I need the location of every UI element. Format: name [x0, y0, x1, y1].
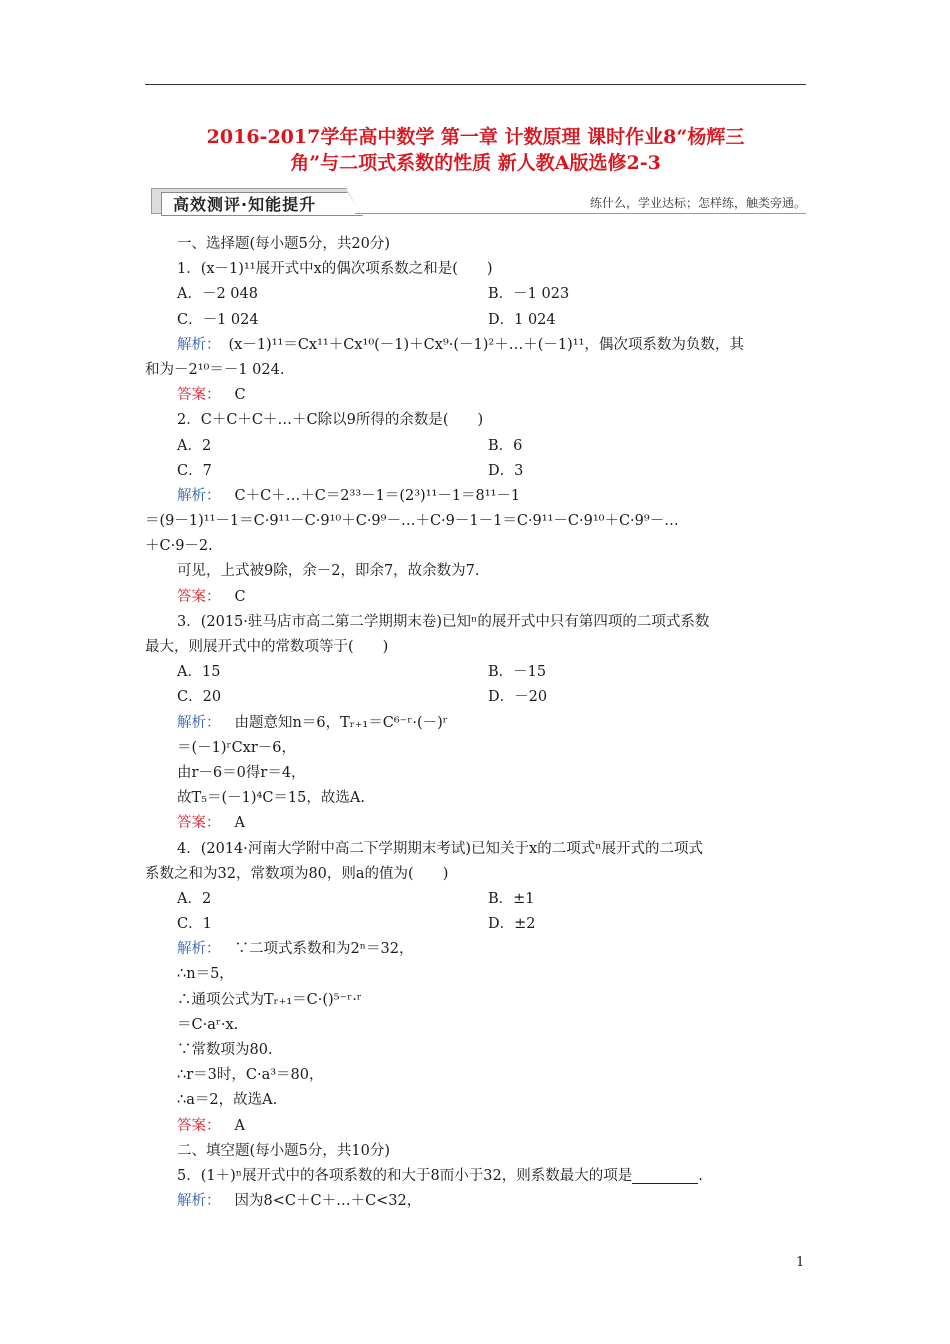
options-row — [145, 660, 806, 685]
solution-line: 可见，上式被9除，余－2，即余7，故余数为7. — [177, 563, 480, 580]
solution-label: 解析： — [177, 1193, 221, 1210]
option-b: B．±1 — [488, 890, 535, 907]
option-a: A．15 — [177, 664, 221, 681]
answer-value: C — [234, 588, 246, 605]
solution-line: 解析： 因为8<C＋C＋…＋C<32， — [177, 1193, 422, 1210]
answer-label: 答案： — [177, 1117, 221, 1134]
question-3: 3．(2015·驻马店市高二第二学期期末卷)已知ⁿ的展开式中只有第四项的二项式系数 — [177, 613, 710, 630]
question-4: 4．(2014·河南大学附中高二下学期期末考试)已知关于x的二项式ⁿ展开式的二项式 — [177, 840, 703, 857]
solution-line: ＋C·9－2. — [145, 538, 213, 555]
option-b: B．－15 — [488, 664, 547, 681]
solution-label: 解析： — [177, 487, 221, 504]
top-rule — [145, 84, 806, 85]
option-d: D．3 — [488, 462, 524, 479]
banner-motto: 练什么，学业达标；怎样练，触类旁通。 — [589, 196, 806, 210]
options-row — [145, 685, 806, 710]
answer-value: C — [234, 387, 246, 404]
solution-line: 解析： C＋C＋…＋C＝2³³－1＝(2³)¹¹－1＝8¹¹－1 — [177, 487, 521, 504]
solution-line: ∴a＝2，故选A. — [177, 1092, 278, 1109]
solution-line: ∴r＝3时，C·a³＝80， — [177, 1067, 324, 1084]
option-d: D．±2 — [488, 916, 536, 933]
solution-line: ＝(－1)ʳCxr－6， — [177, 739, 297, 756]
option-c: C．－1 024 — [177, 311, 259, 328]
title-line-1: 2016-2017学年高中数学 第一章 计数原理 课时作业8“杨辉三 — [206, 126, 745, 148]
solution-line: 解析： (x－1)¹¹＝Cx¹¹＋Cx¹⁰(－1)＋Cx⁹·(－1)²＋…＋(－1)¹¹，偶次项系数为负数，其 — [177, 336, 744, 353]
answer-value: A — [234, 815, 245, 832]
option-c: C．20 — [177, 689, 222, 706]
title-line-2: 角”与二项式系数的性质 新人教A版选修2-3 — [290, 152, 661, 174]
solution-label: 解析： — [177, 336, 221, 353]
solution-line: ∴通项公式为Tᵣ₊₁＝C·()⁵⁻ʳ·ʳ — [177, 991, 362, 1008]
answer-label: 答案： — [177, 387, 221, 404]
option-c: C．7 — [177, 462, 212, 479]
option-a: A．－2 048 — [177, 286, 258, 303]
solution-line: 故T₅＝(－1)⁴C＝15，故选A. — [177, 790, 365, 807]
solution-line: 解析： 由题意知n＝6，Tᵣ₊₁＝C⁶⁻ʳ·(－)ʳ — [177, 714, 448, 731]
answer-blank — [632, 1167, 698, 1184]
exercise-content — [145, 232, 806, 1214]
options-row — [145, 434, 806, 459]
solution-label: 解析： — [177, 941, 221, 958]
option-a: A．2 — [177, 437, 212, 454]
question-3-cont: 最大，则展开式中的常数项等于( ) — [145, 639, 389, 655]
solution-line: 解析： ∵二项式系数和为2ⁿ＝32， — [177, 941, 414, 958]
options-row — [145, 459, 806, 484]
solution-line: ∴n＝5， — [177, 966, 234, 983]
question-5: 5．(1＋)ⁿ展开式中的各项系数的和大于8而小于32，则系数最大的项是 . — [177, 1167, 703, 1184]
question-1: 1．(x－1)¹¹展开式中x的偶次项系数之和是( ) — [177, 261, 493, 278]
document-title — [145, 124, 806, 176]
option-b: B．－1 023 — [488, 286, 570, 303]
answer-line — [145, 383, 806, 408]
option-c: C．1 — [177, 916, 212, 933]
question-4-cont: 系数之和为32，常数项为80，则a的值为( ) — [145, 865, 449, 882]
question-2: 2．C＋C＋C＋…＋C除以9所得的余数是( ) — [177, 412, 484, 429]
option-b: B．6 — [488, 437, 523, 454]
solution-label: 解析： — [177, 714, 221, 731]
solution-line: 由r－6＝0得r＝4， — [177, 764, 306, 781]
solution-line: ＝C·aʳ·x. — [177, 1016, 239, 1033]
section-heading-choice: 一、选择题(每小题5分，共20分) — [177, 236, 390, 252]
solution-line: ＝(9－1)¹¹－1＝C·9¹¹－C·9¹⁰＋C·9⁹－…＋C·9－1－1＝C·9¹¹－C·9¹⁰＋C·9⁹－… — [145, 513, 679, 530]
option-d: D．1 024 — [488, 311, 556, 328]
banner-divider — [355, 213, 806, 214]
answer-label: 答案： — [177, 588, 221, 605]
section-heading-fill: 二、填空题(每小题5分，共10分) — [177, 1142, 390, 1159]
banner-title: 高效测评·知能提升 — [173, 195, 317, 214]
answer-line — [145, 1114, 806, 1139]
section-banner — [145, 186, 806, 216]
options-row — [145, 887, 806, 912]
answer-line — [145, 585, 806, 610]
solution-line: 和为－2¹⁰＝－1 024. — [145, 361, 285, 378]
option-d: D．－20 — [488, 689, 548, 706]
options-row — [145, 308, 806, 333]
option-a: A．2 — [177, 890, 212, 907]
answer-label: 答案： — [177, 815, 221, 832]
options-row — [145, 912, 806, 937]
answer-value: A — [234, 1117, 245, 1134]
options-row — [145, 282, 806, 307]
solution-line: ∵常数项为80. — [177, 1042, 273, 1058]
answer-line — [145, 811, 806, 836]
page-number: 1 — [796, 1255, 805, 1270]
